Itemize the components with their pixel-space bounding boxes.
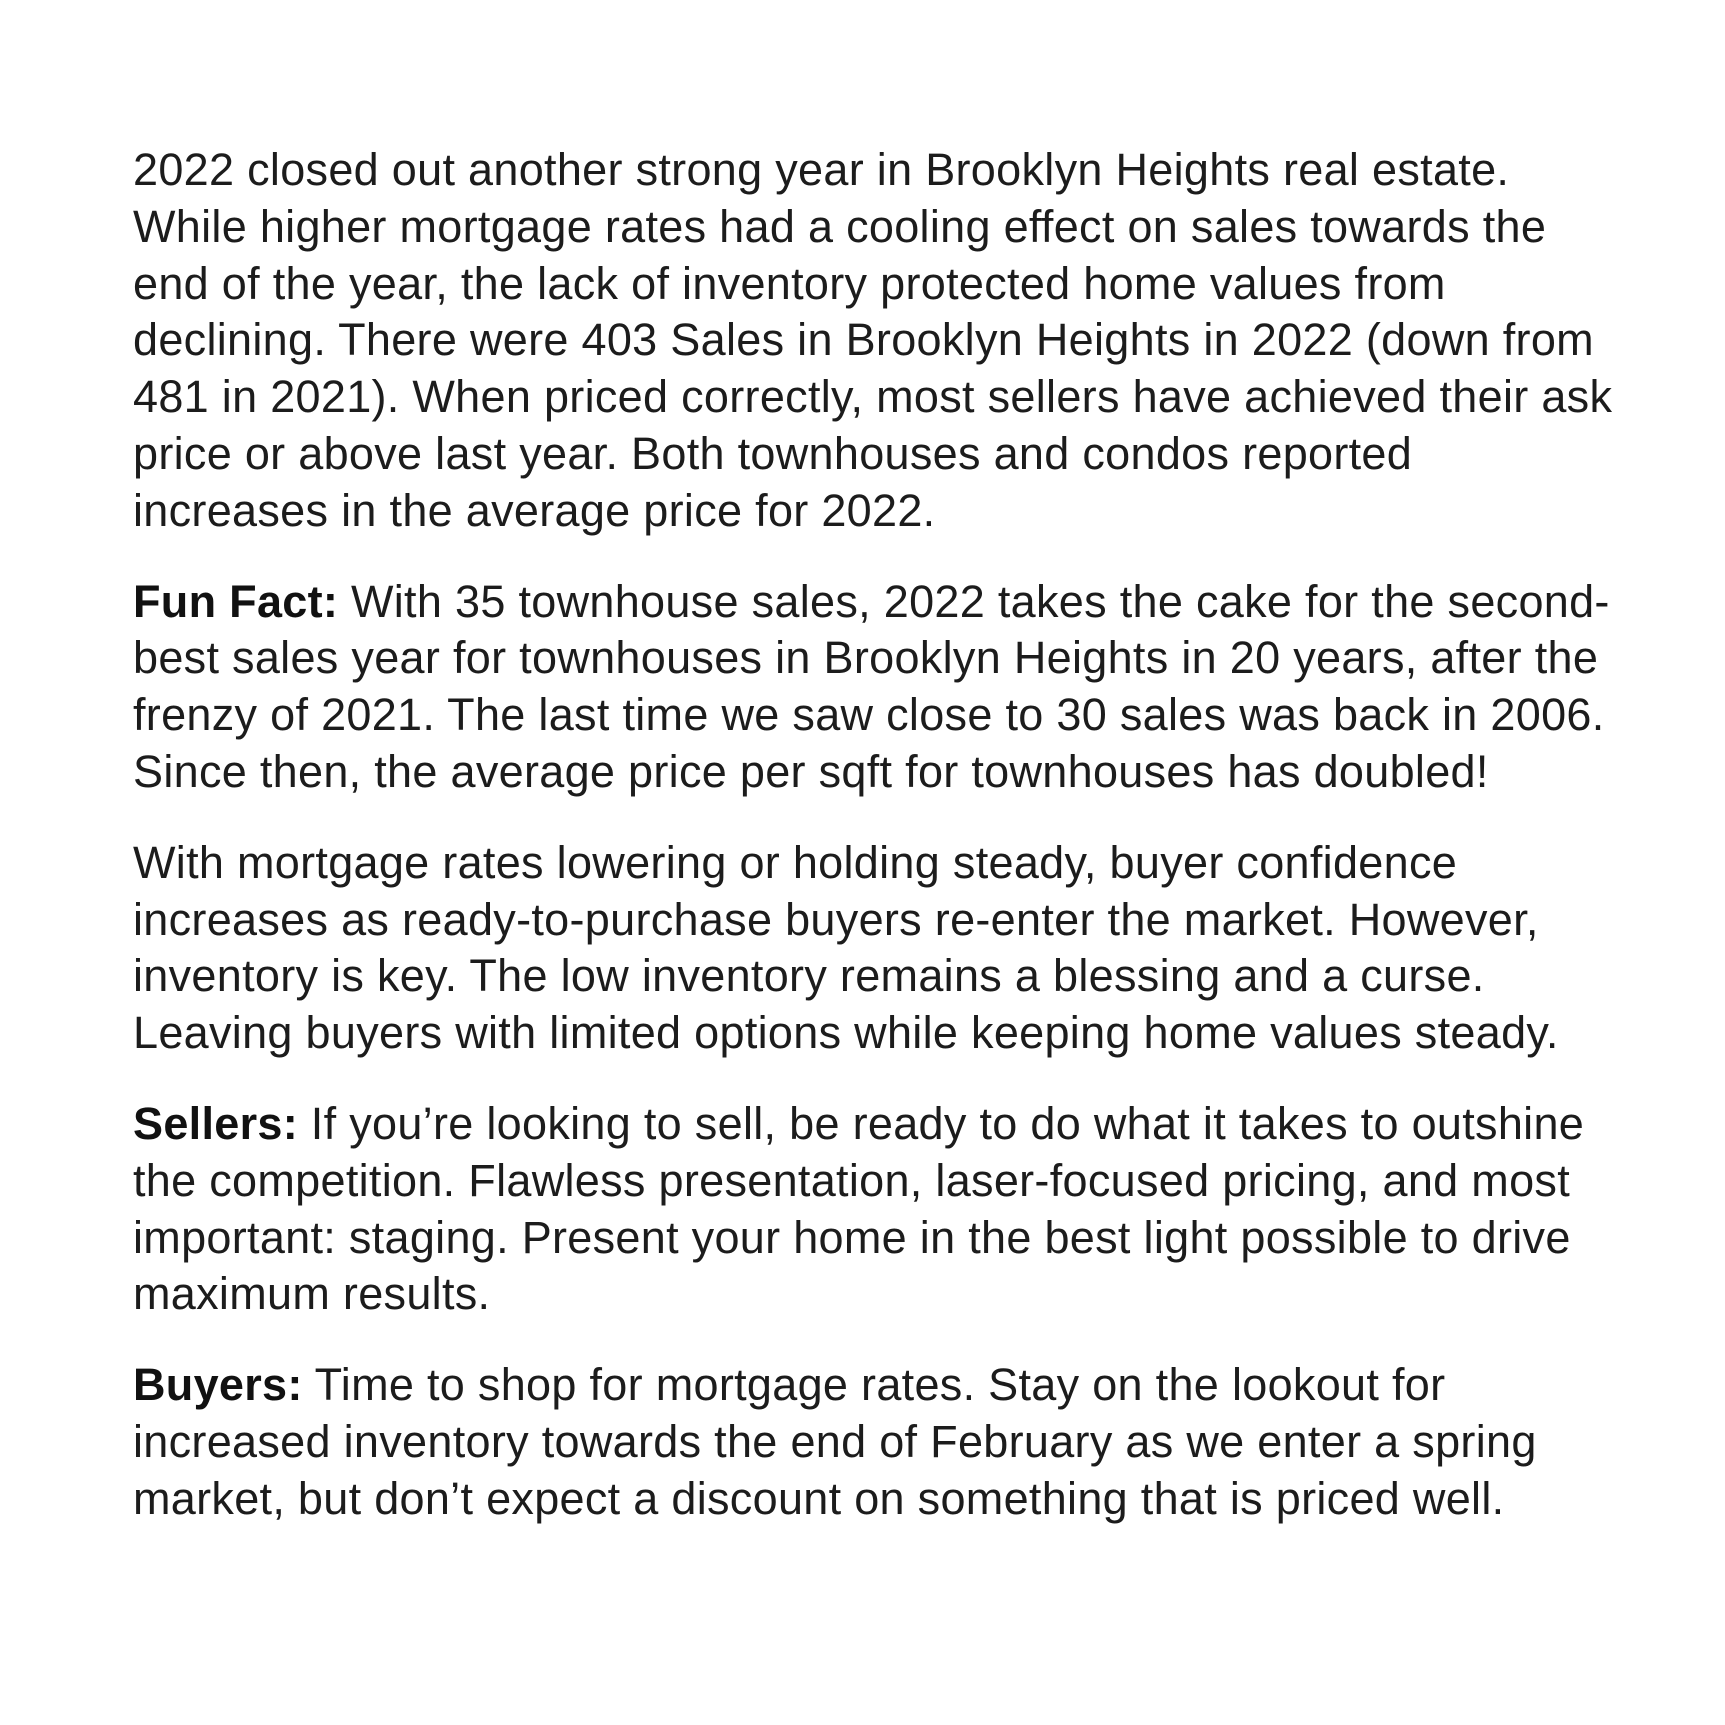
paragraph-text: Time to shop for mortgage rates. Stay on the lookout for increased inventory towards the end of February as we enter a spring market, but don’t expect a discount on something that is priced well. xyxy=(133,1359,1537,1524)
sellers-heading: Sellers: xyxy=(133,1097,298,1149)
paragraph-sellers xyxy=(133,1096,1613,1323)
paragraph-text: With 35 townhouse sales, 2022 takes the cake for the second-best sales year for townhouses in Brooklyn Heights in 20 years, after the frenzy of 2021. The last time we saw close to 30 sales was back in 2006. Since then, the average price per sqft for townhouses has doubled! xyxy=(133,575,1610,797)
paragraph-mortgage-rates xyxy=(133,835,1613,1062)
paragraph-text: If you’re looking to sell, be ready to do what it takes to outshine the competition. Flawless presentation, laser-focused pricing, and most important: staging. Present your home in the best light possible to drive maximum results. xyxy=(133,1097,1585,1320)
buyers-heading: Buyers: xyxy=(133,1359,303,1411)
fun-fact-heading: Fun Fact: xyxy=(133,575,339,627)
paragraph-text: 2022 closed out another strong year in Brooklyn Heights real estate. While higher mortgage rates had a cooling effect on sales towards the end of the year, the lack of inventory protected home values from declining. There were 403 Sales in Brooklyn Heights in 2022 (down from 481 in 2021). When priced correctly, most sellers have achieved their ask price or above last year. Both townhouses and condos reported increases in the average price for 2022. xyxy=(133,144,1613,536)
paragraph-buyers xyxy=(133,1357,1613,1527)
document-body xyxy=(133,142,1613,1562)
paragraph-text: With mortgage rates lowering or holding steady, buyer confidence increases as ready-to-purchase buyers re-enter the market. However, inventory is key. The low inventory remains a blessing and a curse. Leaving buyers with limited options while keeping home values steady. xyxy=(133,836,1559,1059)
paragraph-fun-fact xyxy=(133,574,1613,801)
paragraph-market-summary xyxy=(133,142,1613,540)
